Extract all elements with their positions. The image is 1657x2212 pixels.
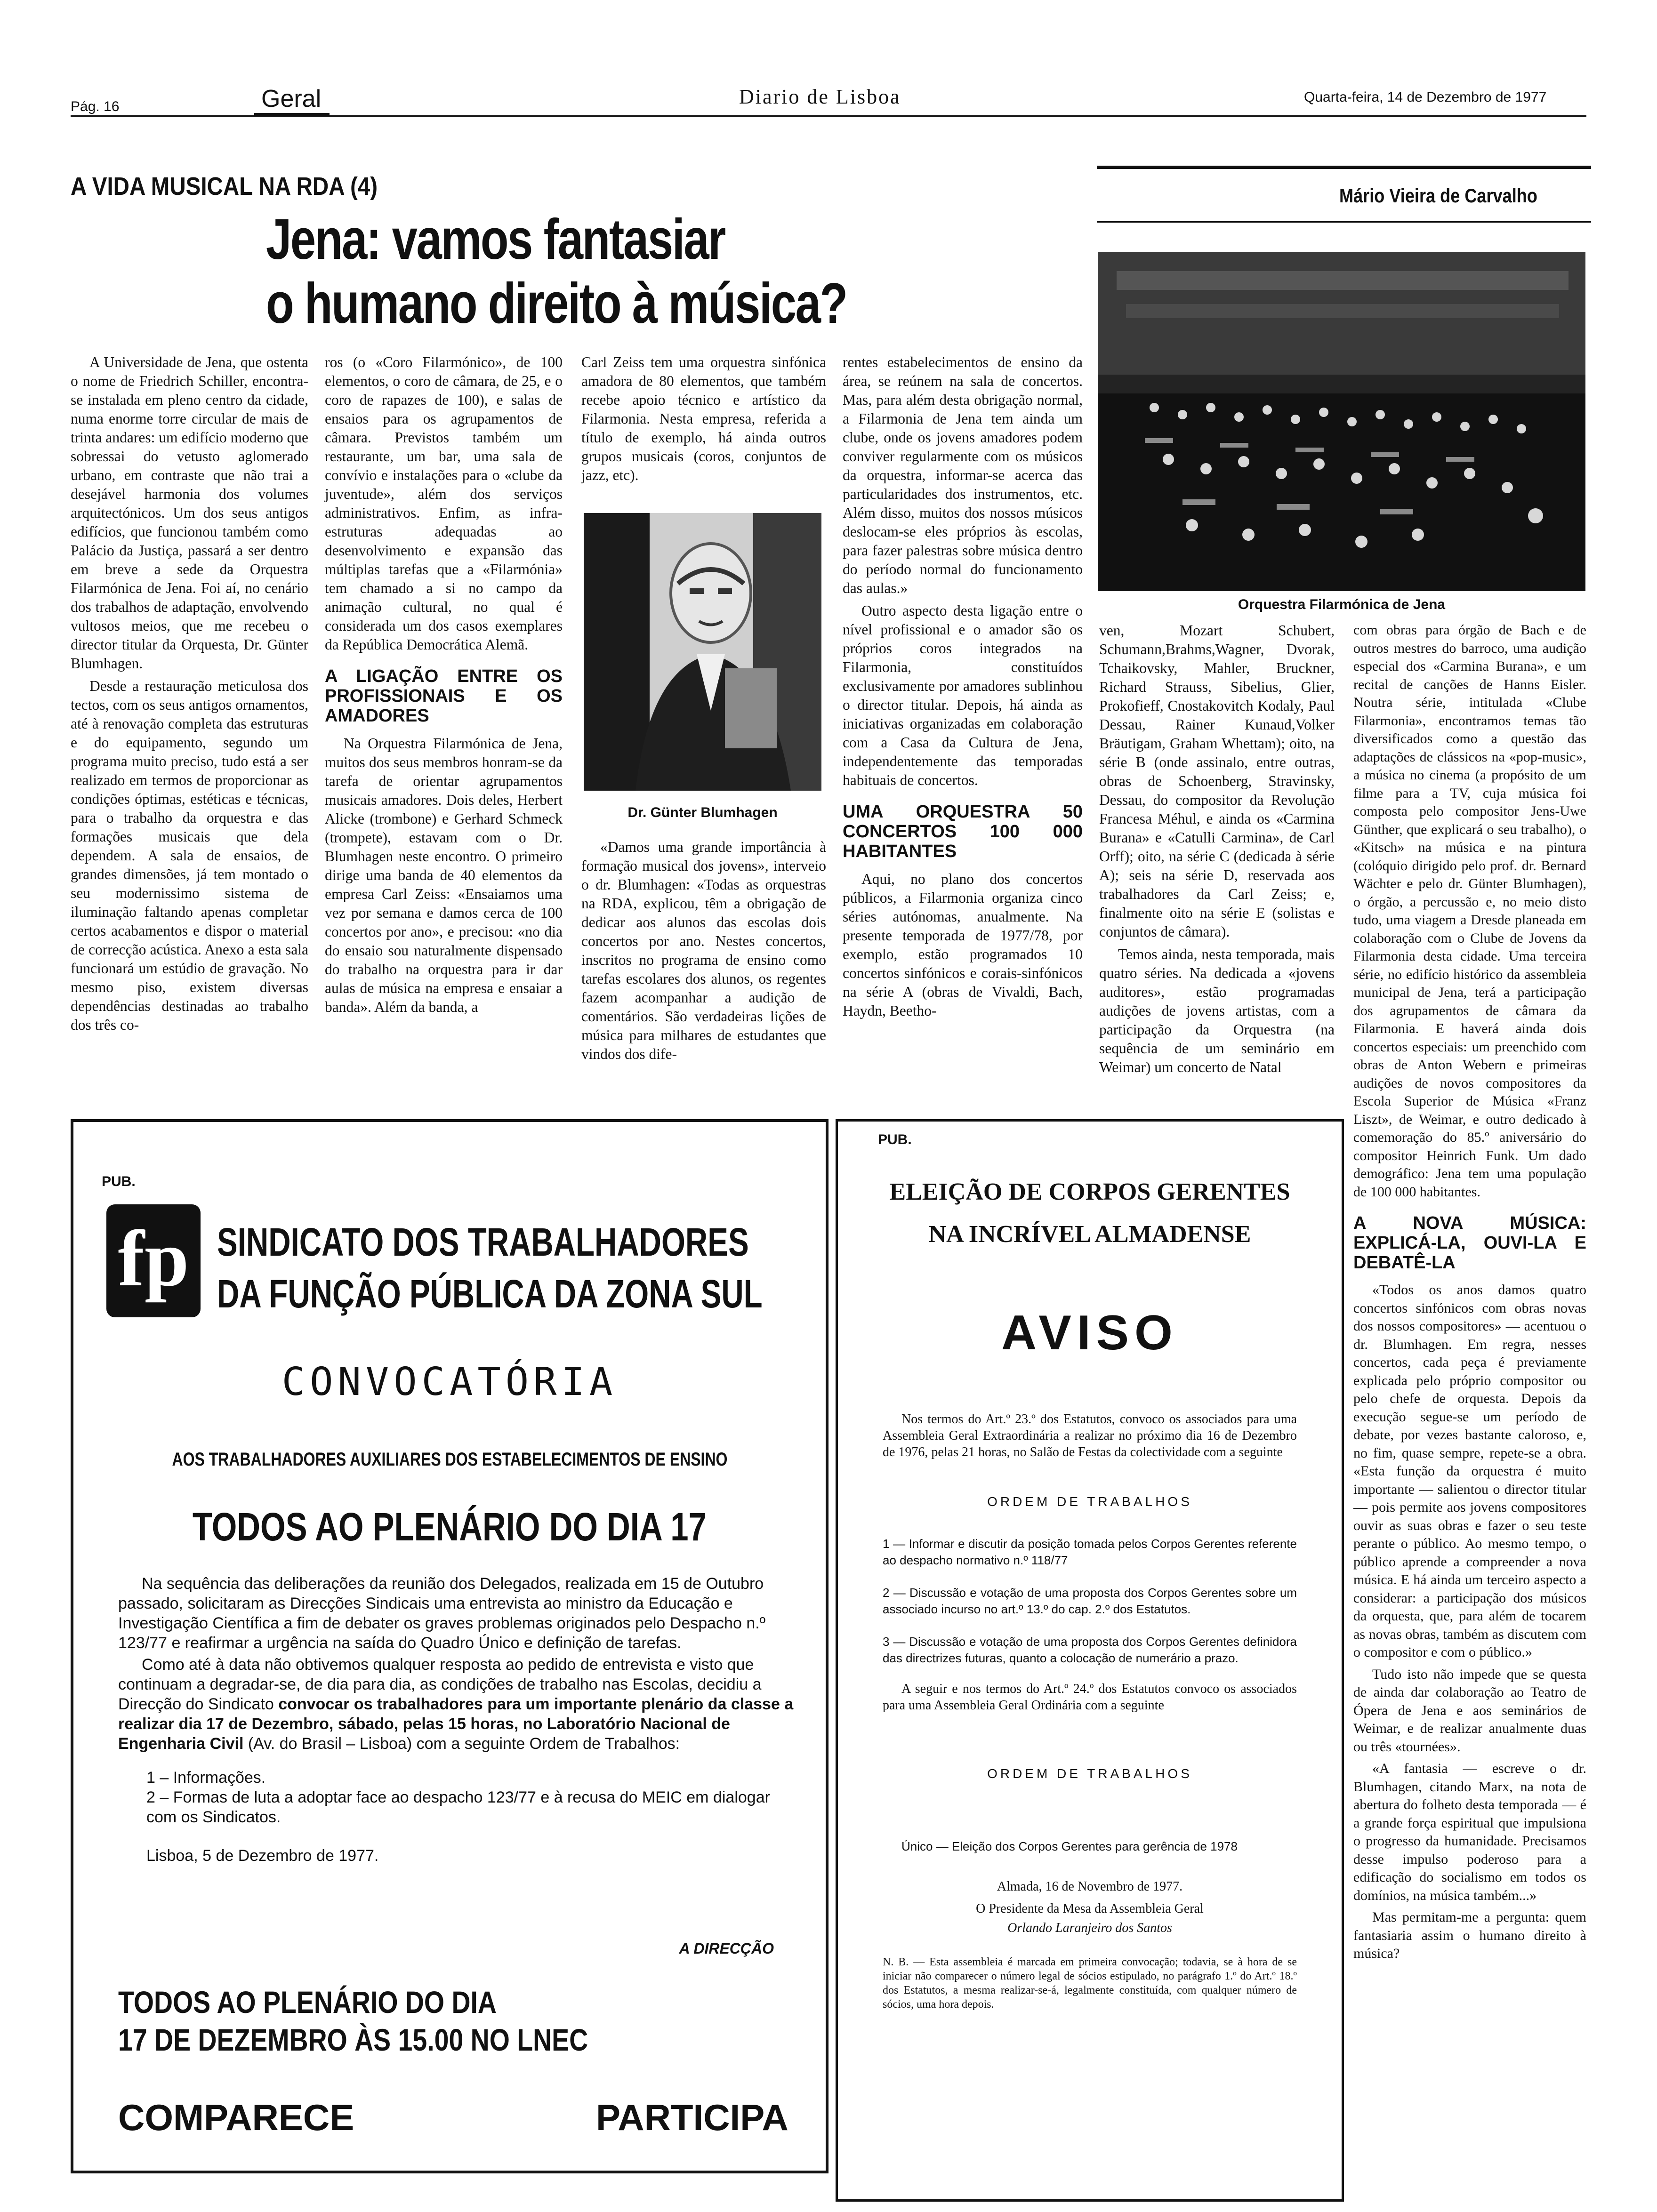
- ad2-president: O Presidente da Mesa da Assembleia Geral: [976, 1901, 1204, 1916]
- big-call-line-2: 17 DE DEZEMBRO ÀS 15.00 NO LNEC: [118, 2022, 588, 2057]
- orchestra-photo-art: [1098, 252, 1585, 591]
- ad1-para-2-bold: convocar os trabalhadores para um importante plenário da classe a realizar dia 17 de Dezembro, sábado, pelas 15 horas, no Laboratório Nacional de Engenharia Civil: [118, 1695, 794, 1753]
- fp-logo-text: fp: [118, 1214, 189, 1303]
- paragraph: Desde a restauração meticulosa dos tectos, com os seus antigos ornamentos, até à renovação completa das estruturas e do equipamento, segundo um programa muito preciso, tudo está a ser realizado em termos de proporcionar as condições óptimas, estéticas e técnicas, para o trabalho da orquestra e das formações musicais que dela dependem. A sala de ensaios, de grandes dimensões, já tem montado o seu modernissimo sistema de iluminação faltando apenas completar certos acabamentos e dispor o material de correcção acústica. Anexo a esta sala funcionará um estúdio de gravação. No mesmo piso, existem diversas dependências destinadas ao trabalho dos três co-: [71, 678, 308, 1033]
- union-name-line-2: DA FUNÇÃO PÚBLICA DA ZONA SUL: [217, 1272, 763, 1316]
- paragraph: ven, Mozart Schubert, Schumann,Brahms,Wagner, Dvorak, Tchaikovsky, Mahler, Bruckner, Richard Strauss, Sibelius, Glier, Prokofieff, Cnostakovitch Kodaly, Paul Dessau, Rainer Kunaud,Volker Bräutigam, Graham Whettam); oito, na série B (onde assinalo, entre outras, obras de Schoenberg, Stravinsky, Dessau, do compositor da Revolução Francesa Méhul, e ainda os «Carmina Burana» e «Catulli Carmina», de Carl Orff); oito, na série C (dedicada à série A); seis na série D, reservada aos trabalhadores da Carl Zeiss; e, finalmente oito na série E (solistas e conjuntos de câmara).: [1099, 622, 1335, 940]
- paragraph: «Todos os anos damos quatro concertos sinfónicos com obras novas dos nossos compositores» — acentuou o dr. Blumhagen. Em regra, nesses concertos, cada peça é previamente explicada pelo próprio compositor ou pelo chefe de orquesta. Depois da execução segue-se um período de debate, por vezes bastante caloroso, e, no fim, quase sempre, repete-se a obra. «Esta função da orquestra é muito importante — salientou o director titular — pois permite aos jovens compositores ouvir as suas obras e fazer o seu teste perante o público. Ao mesmo tempo, o público aprende a compreender a nova música. E há ainda um terceiro aspecto a considerar: a participação dos músicos da orquesta, que, para além de tocarem as novas obras, também as discutem com o compositor e com o público.»: [1353, 1282, 1586, 1660]
- ad2-title-line-1: ELEIÇÃO DE CORPOS GERENTES: [889, 1178, 1290, 1205]
- blumhagen-caption: Dr. Günter Blumhagen: [627, 805, 778, 820]
- ad1-para-1: Na sequência das deliberações da reunião dos Delegados, realizada em 15 de Outubro passado, solicitaram as Direcções Sindicais uma entrevista ao ministro da Educação e Investigação Científica a fim de debater os graves problemas originados pelo Despacho n.º 123/77 e reafirmar a urgência na saída do Quadro Único e definição de tarefas.: [118, 1575, 766, 1652]
- subheading-nova-musica: A NOVA MÚSICA: EXPLICÁ-LA, OUVI-LA E DEBATÊ-LA: [1353, 1213, 1586, 1273]
- headline: [266, 207, 992, 335]
- subheading-concertos: UMA ORQUESTRA 50 CONCERTOS 100 000 HABITANTES: [843, 802, 1083, 861]
- kicker-text: A VIDA MUSICAL NA RDA (4): [71, 172, 378, 200]
- headline-line-2: o humano direito à música?: [266, 271, 847, 335]
- subheading-amadores: A LIGAÇÃO ENTRE OS PROFISSIONAIS E OS AMADORES: [325, 666, 563, 726]
- author-text: Mário Vieira de Carvalho: [1339, 184, 1537, 207]
- paragraph: Tudo isto não impede que se questa de ainda dar colaboração ao Teatro de Ópera de Jena e aos seminários de Weimar, e de realizar anualmente duas ou três «tournées».: [1353, 1666, 1586, 1755]
- ad1-item-1: 1 – Informações.: [146, 1769, 266, 1787]
- author-rule: [1097, 166, 1591, 169]
- almadense-advertisement: [836, 1119, 1344, 2202]
- article-column-2: [325, 353, 563, 1020]
- ad2-ordem-2: ORDEM DE TRABALHOS: [987, 1766, 1192, 1781]
- ad2-unico: Único — Eleição dos Corpos Gerentes para gerência de 1978: [901, 1839, 1238, 1853]
- ad2-intro: Nos termos do Art.º 23.º dos Estatutos, convoco os associados para uma Assembleia Geral Extraordinária a realizar no próximo dia 16 de Dezembro de 1976, pelas 21 horas, no Salão de Festas da colectividade com a seguinte: [883, 1412, 1297, 1459]
- paragraph: Temos ainda, nesta temporada, mais quatro séries. Na dedicada a «jovens auditores», estão programadas audições de jovens artistas, com a participação da Orquestra (na sequência de um seminário em Weimar) um concerto de Natal: [1099, 946, 1335, 1075]
- author-rule-bottom: [1097, 221, 1591, 223]
- paragraph: Carl Zeiss tem uma orquestra sinfónica amadora de 80 elementos, que também recebe apoio técnico e artístico da Filarmonia. Nesta empresa, referida a título de exemplo, há ainda outros grupos musicais (coros, conjuntos de jazz, etc).: [581, 354, 826, 483]
- paragraph: ros (o «Coro Filarmónico», de 100 elementos, o coro de câmara, de 25, e o coro de rapazes de 100), e salas de ensaios para os agrupamentos de câmara. Previstos também um restaurante, um bar, uma sala de convívio e instalações para o «clube da juventude», além dos serviços administrativos. Enfim, as infra-estruturas adequadas ao desenvolvimento e expansão das múltiplas tarefas que a «Filarmónia» tem chamado a si no campo da animação cultural, no qual é considerada um dos casos exemplares da República Democrática Alemã.: [325, 354, 563, 653]
- audience-text: AOS TRABALHADORES AUXILIARES DOS ESTABELECIMENTOS DE ENSINO: [172, 1449, 727, 1470]
- article-column-3-bottom: [581, 838, 826, 1067]
- article-column-5: [1099, 621, 1335, 1081]
- ad1-body: [118, 1574, 796, 1866]
- call-text: TODOS AO PLENÁRIO DO DIA 17: [192, 1505, 707, 1549]
- union-name-line-1: SINDICATO DOS TRABALHADORES: [217, 1220, 749, 1264]
- ad2-title-line-2: NA INCRÍVEL ALMADENSE: [928, 1221, 1251, 1248]
- ad2-item-2: 2 — Discussão e votação de uma proposta dos Corpos Gerentes sobre um associado incurso no art.º 13.º do cap. 2.º dos Estatutos.: [883, 1586, 1297, 1616]
- page-number: Pág. 16: [71, 99, 120, 114]
- ad2-name: Orlando Laranjeiro dos Santos: [1007, 1921, 1172, 1935]
- ad1-call: [73, 1504, 826, 1550]
- union-advertisement: [71, 1119, 828, 2173]
- ad1-footer-left: COMPARECE: [118, 2097, 354, 2138]
- paragraph: «Damos uma grande importância à formação musical dos jovens», interveio o dr. Blumhagen: «Todas as orquestras na RDA, explicou, têm a obrigação de dedicar aos alunos das escolas dois concertos por ano. Nestes concertos, inscritos no programa de ensino como tarefas escolares dos alunos, os regentes fazem acompanhar a audição de comentários. São verdadeiras lições de música para milhares de estudantes que vindos dos dife-: [581, 839, 826, 1062]
- blumhagen-photo-art: [584, 513, 821, 791]
- paragraph: «A fantasia — escreve o dr. Blumhagen, citando Marx, na nota de abertura do folheto desta temporada — é a grande força espiritual que impulsiona o progresso da humanidade. Precisamos desse impulso poderoso para a edificação do socialismo em todos os domínios, na música também...»: [1353, 1761, 1586, 1903]
- article-column-3-top: [581, 353, 826, 489]
- ad1-pub-label: PUB.: [102, 1174, 136, 1189]
- article-column-1: [71, 353, 308, 1038]
- paragraph: Aqui, no plano dos concertos públicos, a Filarmonia organiza cinco séries autónomas, anualmente. Na presente temporada de 1977/78, por exemplo, estão programados 10 concertos sinfónicos e corais-sinfónicos na série A (obras de Vivaldi, Bach, Haydn, Beetho-: [843, 871, 1083, 1019]
- paragraph: rentes estabelecimentos de ensino da área, se reúnem na sala de concertos. Mas, para além desta obrigação normal, a Filarmonia de Jena tem ainda um clube, onde os jovens amadores podem conviver regularmente com os músicos da orquestra, informar-se acerca das particularidades dos instrumentos, etc. Além disso, muitos dos nossos músicos deslocam-se eles próprios às escolas, para fazer palestras sobre música dentro do período normal do funcionamento das aulas.»: [843, 354, 1083, 596]
- ad1-para-2: [118, 1655, 796, 1754]
- ad2-ordem-1: ORDEM DE TRABALHOS: [987, 1494, 1192, 1509]
- article-column-4: [843, 353, 1083, 1024]
- ad2-item-3: 3 — Discussão e votação de uma proposta dos Corpos Gerentes definidora das directrizes futuras, quanto a colocação de numerário a prazo.: [883, 1635, 1297, 1665]
- ad1-para-2-start: Como até à data não obtivemos qualquer resposta ao pedido de entrevista e visto que continuam a degradar-se, de dia para dia, as condições de trabalho nas Escolas, decidiu a Direcção do Sindicato: [118, 1656, 762, 1713]
- orchestra-photo: [1098, 252, 1585, 591]
- ad2-item-1: 1 — Informar e discutir da posição tomada pelos Corpos Gerentes referente ao despacho normativo n.º 118/77: [883, 1537, 1297, 1567]
- ad1-footer-right: PARTICIPA: [596, 2097, 788, 2138]
- ad1-big-call: [118, 1983, 677, 2059]
- fp-logo: [106, 1204, 201, 1317]
- ad2-aviso: AVISO: [1001, 1306, 1178, 1360]
- article-kicker: [71, 172, 419, 201]
- article-column-6: [1353, 621, 1586, 1967]
- ad1-audience: [73, 1449, 826, 1470]
- article-author: [1339, 184, 1569, 207]
- ad2-second: A seguir e nos termos do Art.º 24.º dos Estatutos convoco os associados para uma Assembleia Geral Ordinária com a seguinte: [883, 1682, 1297, 1713]
- ad1-heading: CONVOCATÓRIA: [282, 1360, 618, 1404]
- ad2-pub-label: PUB.: [878, 1132, 912, 1147]
- blumhagen-photo: [584, 513, 821, 791]
- section-name: Geral: [261, 85, 322, 112]
- ad2-nb: N. B. — Esta assembleia é marcada em primeira convocação; todavia, se à hora de se iniciar não comparecer o número legal de sócios estipulado, no parágrafo 1.º do Art.º 18.º dos Estatutos, a mesma realizar-se-á, legalmente constituída, com qualquer número de sócios, uma hora depois.: [883, 1956, 1297, 2011]
- ad1-para-2-end: (Av. do Brasil – Lisboa) com a seguinte Ordem de Trabalhos:: [243, 1735, 680, 1753]
- headline-line-1: Jena: vamos fantasiar: [266, 207, 725, 271]
- ad1-signature: A DIRECÇÃO: [679, 1940, 774, 1957]
- ad2-body: [883, 1411, 1297, 2012]
- union-name: [217, 1216, 916, 1320]
- ad1-place-date: Lisboa, 5 de Dezembro de 1977.: [146, 1847, 379, 1865]
- paragraph: Na Orquestra Filarmónica de Jena, muitos dos seus membros honram-se da tarefa de orientar agrupamentos musicais amadores. Dois deles, Herbert Alicke (trombone) e Gerhard Schmeck (trompete), estavam com o Dr. Blumhagen neste encontro. O primeiro dirige uma banda de 40 elementos da empresa Carl Zeiss: «Ensaiamos uma vez por semana e damos cerca de 100 concertos por ano», e precisou: «no dia do ensaio sou naturalmente dispensado do trabalho na orquestra para ir dar aulas de música na empresa e ensaiar a banda». Além da banda, a: [325, 735, 563, 1015]
- ad2-date: Almada, 16 de Novembro de 1977.: [997, 1879, 1183, 1894]
- paragraph: A Universidade de Jena, que ostenta o nome de Friedrich Schiller, encontra-se instalada em pleno centro da cidade, numa enorme torre circular de mais de trinta andares: um edifício moderno que sobressai do vetusto aglomerado urbano, em contraste que não trai a desejável harmonia dos volumes arquitectónicos. Um dos seus antigos edifícios, que funcionou também como Palácio da Justiça, passará a ser dentro em breve a sede da Orquestra Filarmónica de Jena. Foi aí, no cenário dos trabalhos de adaptação, envolvendo vultosos meios, que me recebeu o director titular da Orquesta, Dr. Günter Blumhagen.: [71, 354, 308, 672]
- issue-date: Quarta-feira, 14 de Dezembro de 1977: [1304, 89, 1547, 105]
- paragraph: com obras para órgão de Bach e de outros mestres do barroco, uma audição especial dos «Carmina Burana», e um recital de canções de Hanns Eisler. Noutra série, intitulada «Clube Filarmonia», encontramos temas tão diversificados como a questão das adaptações de clássicos na «pop-music», a música no cinema (a propósito de um filme para a TV, cuja música foi composta pelo compositor Jens-Uwe Günther, que explicará o seu trabalho), o «Kitsch» na música e na pintura (colóquio dirigido pelo prof. dr. Bernard Wächter e pelo dr. Günter Blumhagen), o órgão, a percussão e, no meio disto tudo, uma viagem a Dresde planeada em colaboração com o Clube de Jovens da Filarmonia desta cidade. Uma terceira série, no edifício histórico da assembleia municipal de Jena, terá a participação dos agrupamentos de câmara da Filarmonia. E haverá ainda dois concertos especiais: um preenchido com obras de Anton Webern e primeiras audições de novos compositores da Escola Superior de Música «Franz Liszt», de Weimar, e outro dedicado à comemoração do 85.º aniversário do compositor Heinrich Funk. Um dado demográfico: Jena tem uma população de 100 000 habitantes.: [1353, 622, 1586, 1200]
- paragraph: Outro aspecto desta ligação entre o nível profissional e o amador são os próprios coros integrados na Filarmonia, constituídos exclusivamente por amadores sublinhou o director titular. Depois, há ainda as iniciativas organizadas em colaboração com a Casa da Cultura de Jena, independentemente das temporadas habituais de concertos.: [843, 602, 1083, 788]
- orchestra-caption: Orquestra Filarmónica de Jena: [1238, 597, 1446, 612]
- big-call-line-1: TODOS AO PLENÁRIO DO DIA: [118, 1985, 497, 2020]
- ad1-item-2: 2 – Formas de luta a adoptar face ao despacho 123/77 e à recusa do MEIC em dialogar com os Sindicatos.: [146, 1788, 770, 1826]
- masthead: Diario de Lisboa: [739, 85, 901, 108]
- paragraph: Mas permitam-me a pergunta: quem fantasiaria assim o humano direito à música?: [1353, 1909, 1586, 1961]
- header-rule-accent: [254, 113, 330, 116]
